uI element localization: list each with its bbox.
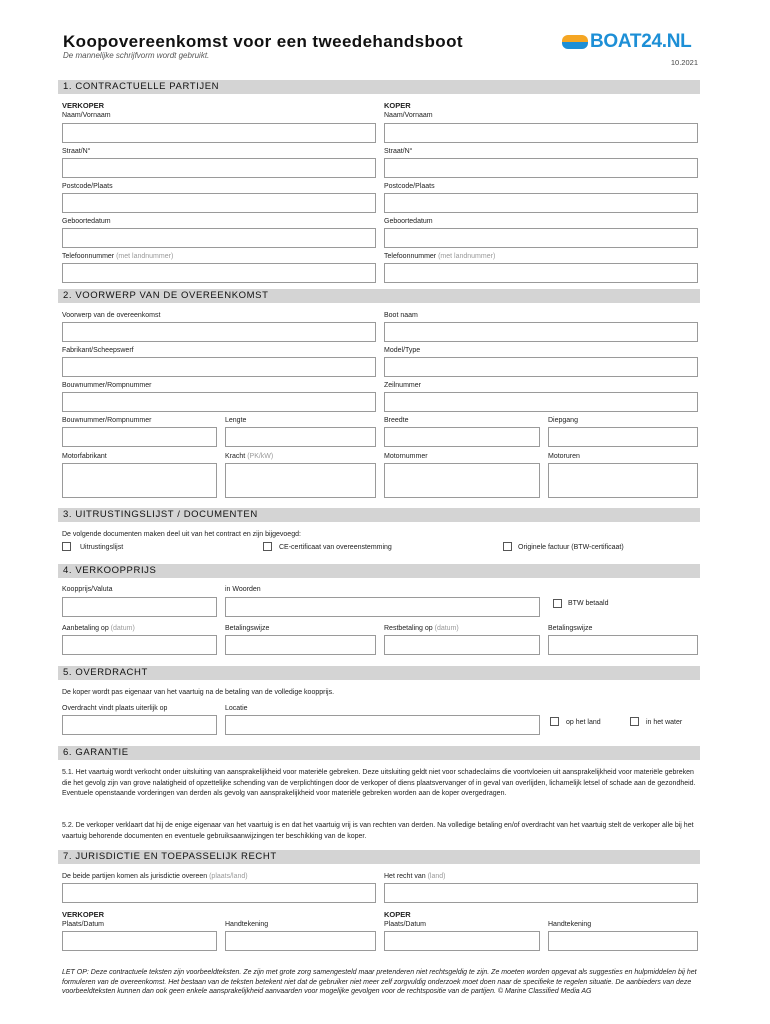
payment-method-field[interactable] xyxy=(225,635,376,655)
ce-certificate-checkbox[interactable] xyxy=(263,542,272,551)
in-water-label: in het water xyxy=(646,719,683,726)
court-field[interactable] xyxy=(62,883,376,903)
buyer-signature-field[interactable] xyxy=(548,931,698,951)
transfer-date-label: Overdracht vindt plaats uiterlijk op xyxy=(62,705,168,712)
seller-name-field[interactable] xyxy=(62,123,376,143)
buyer-birthdate-field[interactable] xyxy=(384,228,698,248)
page-subtitle: De mannelijke schrijfvorm wordt gebruikt. xyxy=(63,51,210,60)
seller-postcode-label: Postcode/Plaats xyxy=(62,183,113,190)
section-object: 2. VOORWERP VAN DE OVEREENKOMST xyxy=(58,289,700,303)
seller-heading: VERKOPER xyxy=(62,101,105,110)
seller-place-date-label: Plaats/Datum xyxy=(62,921,105,928)
down-payment-field[interactable] xyxy=(62,635,217,655)
engine-hours-label: Motoruren xyxy=(548,453,580,460)
sail-number-label: Zeilnummer xyxy=(384,382,421,389)
original-invoice-label: Originele factuur (BTW-certificaat) xyxy=(518,544,624,551)
location-label: Locatie xyxy=(225,705,248,712)
seller-signature-label: Handtekening xyxy=(225,921,269,928)
section-jurisdiction: 7. JURISDICTIE EN TOEPASSELIJK RECHT xyxy=(58,850,700,864)
seller-name-label: Naam/Vornaam xyxy=(62,112,111,119)
buyer-phone-field[interactable] xyxy=(384,263,698,283)
seller-birthdate-field[interactable] xyxy=(62,228,376,248)
price-currency-field[interactable] xyxy=(62,597,217,617)
form-version-date: 10.2021 xyxy=(670,58,698,67)
length-field[interactable] xyxy=(225,427,376,447)
section-contract-parties: 1. CONTRACTUELLE PARTIJEN xyxy=(58,80,700,94)
buyer-postcode-label: Postcode/Plaats xyxy=(384,183,435,190)
width-field[interactable] xyxy=(384,427,540,447)
equipment-intro: De volgende documenten maken deel uit van het contract en zijn bijgevoegd: xyxy=(62,531,301,538)
manufacturer-label: Fabrikant/Scheepswerf xyxy=(62,347,134,354)
price-words-field[interactable] xyxy=(225,597,540,617)
seller-place-date-field[interactable] xyxy=(62,931,217,951)
law-label: Het recht van (land) xyxy=(384,873,446,880)
build-number2-field[interactable] xyxy=(62,427,217,447)
build-number-field[interactable] xyxy=(62,392,376,412)
location-field[interactable] xyxy=(225,715,540,735)
buyer-heading: KOPER xyxy=(384,101,411,110)
subject-field[interactable] xyxy=(62,322,376,342)
length-label: Lengte xyxy=(225,417,247,424)
seller-postcode-field[interactable] xyxy=(62,193,376,213)
boat24-logo xyxy=(562,32,691,52)
on-land-label: op het land xyxy=(566,719,601,726)
section-warranty: 6. GARANTIE xyxy=(58,746,700,760)
ce-certificate-label: CE-certificaat van overeenstemming xyxy=(279,544,392,551)
model-label: Model/Type xyxy=(384,347,421,354)
buyer-street-field[interactable] xyxy=(384,158,698,178)
engine-maker-label: Motorfabrikant xyxy=(62,453,107,460)
equipment-list-checkbox[interactable] xyxy=(62,542,71,551)
law-field[interactable] xyxy=(384,883,698,903)
logo-text: BOAT24.NL xyxy=(590,31,692,52)
draft-field[interactable] xyxy=(548,427,698,447)
legal-disclaimer: LET OP: Deze contractuele teksten zijn voorbeeldteksten. Ze zijn met grote zorg samengesteld maar pretenderen niet rechtsgeldig te zijn. Ze moeten worden opgevat als suggesties en hulpmiddelen bij het formuleren van de overeenkomst. Het bestaan van de teksten betekent niet dat de gebruiker niet meer zelf zorgvuldig onderzoek moet doen naar de specifieke te regelen situatie. De aanbieders van deze voorbeeldteksten kunnen dan ook geen enkele aansprakelijkheid aanvaarden voor mogelijke gevolgen voor de rechtspositie van de partijen. © Marine Classified Media AG xyxy=(62,969,697,995)
buyer-phone-label: Telefoonnummer (met landnummer) xyxy=(384,253,496,260)
section-equipment: 3. UITRUSTINGSLIJST / DOCUMENTEN xyxy=(58,508,700,522)
buyer-postcode-field[interactable] xyxy=(384,193,698,213)
signature-seller-heading: VERKOPER xyxy=(62,910,105,919)
seller-signature-field[interactable] xyxy=(225,931,376,951)
engine-number-field[interactable] xyxy=(384,463,540,498)
width-label: Breedte xyxy=(384,417,409,424)
on-land-checkbox[interactable] xyxy=(550,717,559,726)
signature-buyer-heading: KOPER xyxy=(384,910,411,919)
buyer-name-field[interactable] xyxy=(384,123,698,143)
buyer-signature-label: Handtekening xyxy=(548,921,592,928)
model-field[interactable] xyxy=(384,357,698,377)
buyer-place-date-field[interactable] xyxy=(384,931,540,951)
build-number-label: Bouwnummer/Rompnummer xyxy=(62,382,152,389)
vat-paid-checkbox[interactable] xyxy=(553,599,562,608)
build-number2-label: Bouwnummer/Rompnummer xyxy=(62,417,152,424)
engine-maker-field[interactable] xyxy=(62,463,217,498)
warranty-paragraph-2: 5.2. De verkoper verklaart dat hij de enige eigenaar van het vaartuig is en dat het vaartuig vrij is van rechten van derden. Na volledige betaling en/of overdracht van het vaartuig stelt de verkoper alle bij het vaartuig behorende documenten en eventuele gebruiksaanwijzingen ter beschikking van de koper. xyxy=(62,822,694,840)
transfer-date-field[interactable] xyxy=(62,715,217,735)
price-words-label: in Woorden xyxy=(225,586,261,593)
engine-hours-field[interactable] xyxy=(548,463,698,498)
manufacturer-field[interactable] xyxy=(62,357,376,377)
seller-phone-field[interactable] xyxy=(62,263,376,283)
price-currency-label: Koopprijs/Valuta xyxy=(62,586,113,593)
sail-number-field[interactable] xyxy=(384,392,698,412)
remaining-payment-label: Restbetaling op (datum) xyxy=(384,625,459,632)
equipment-list-label: Uitrustingslijst xyxy=(80,544,124,551)
seller-street-label: Straat/N° xyxy=(62,148,91,155)
section-price: 4. VERKOOPPRIJS xyxy=(58,564,700,578)
transfer-intro: De koper wordt pas eigenaar van het vaartuig na de betaling van de volledige koopprijs. xyxy=(62,689,335,696)
seller-street-field[interactable] xyxy=(62,158,376,178)
payment-method2-field[interactable] xyxy=(548,635,698,655)
vat-paid-label: BTW betaald xyxy=(568,600,609,607)
section-transfer: 5. OVERDRACHT xyxy=(58,666,700,680)
subject-label: Voorwerp van de overeenkomst xyxy=(62,312,161,319)
warranty-paragraph-1: 5.1. Het vaartuig wordt verkocht onder uitsluiting van aansprakelijkheid voor materiële gebreken. Deze uitsluiting geldt niet voor schadeclaims die voortvloeien uit aansprakelijkheid voor materiële gebreken die het gevolg zijn van grove nalatigheid of opzettelijke schending van de verplichtingen door de verkoper of diens plaatsvervanger of in geval van overlijden, lichamelijk letsel of schade aan de gezondheid. Eventuele openstaande vorderingen van derden als gevolg van aansprakelijkheid voor materiële gebreken worden aan de koper overgedragen. xyxy=(62,769,696,797)
boat-name-field[interactable] xyxy=(384,322,698,342)
buyer-birthdate-label: Geboortedatum xyxy=(384,218,433,225)
draft-label: Diepgang xyxy=(548,417,578,424)
boat-name-label: Boot naam xyxy=(384,312,418,319)
boat24-logo-icon xyxy=(562,35,588,49)
payment-method2-label: Betalingswijze xyxy=(548,625,593,632)
court-label: De beide partijen komen als jurisdictie overeen (plaats/land) xyxy=(62,873,248,880)
buyer-place-date-label: Plaats/Datum xyxy=(384,921,427,928)
power-field[interactable] xyxy=(225,463,376,498)
engine-number-label: Motornummer xyxy=(384,453,428,460)
seller-phone-label: Telefoonnummer (met landnummer) xyxy=(62,253,174,260)
power-label: Kracht (PK/kW) xyxy=(225,453,274,460)
remaining-payment-field[interactable] xyxy=(384,635,540,655)
original-invoice-checkbox[interactable] xyxy=(503,542,512,551)
buyer-name-label: Naam/Vornaam xyxy=(384,112,433,119)
seller-birthdate-label: Geboortedatum xyxy=(62,218,111,225)
buyer-street-label: Straat/N° xyxy=(384,148,413,155)
page-title: Koopovereenkomst voor een tweedehandsboot xyxy=(63,32,463,51)
down-payment-label: Aanbetaling op (datum) xyxy=(62,625,135,632)
payment-method-label: Betalingswijze xyxy=(225,625,270,632)
in-water-checkbox[interactable] xyxy=(630,717,639,726)
